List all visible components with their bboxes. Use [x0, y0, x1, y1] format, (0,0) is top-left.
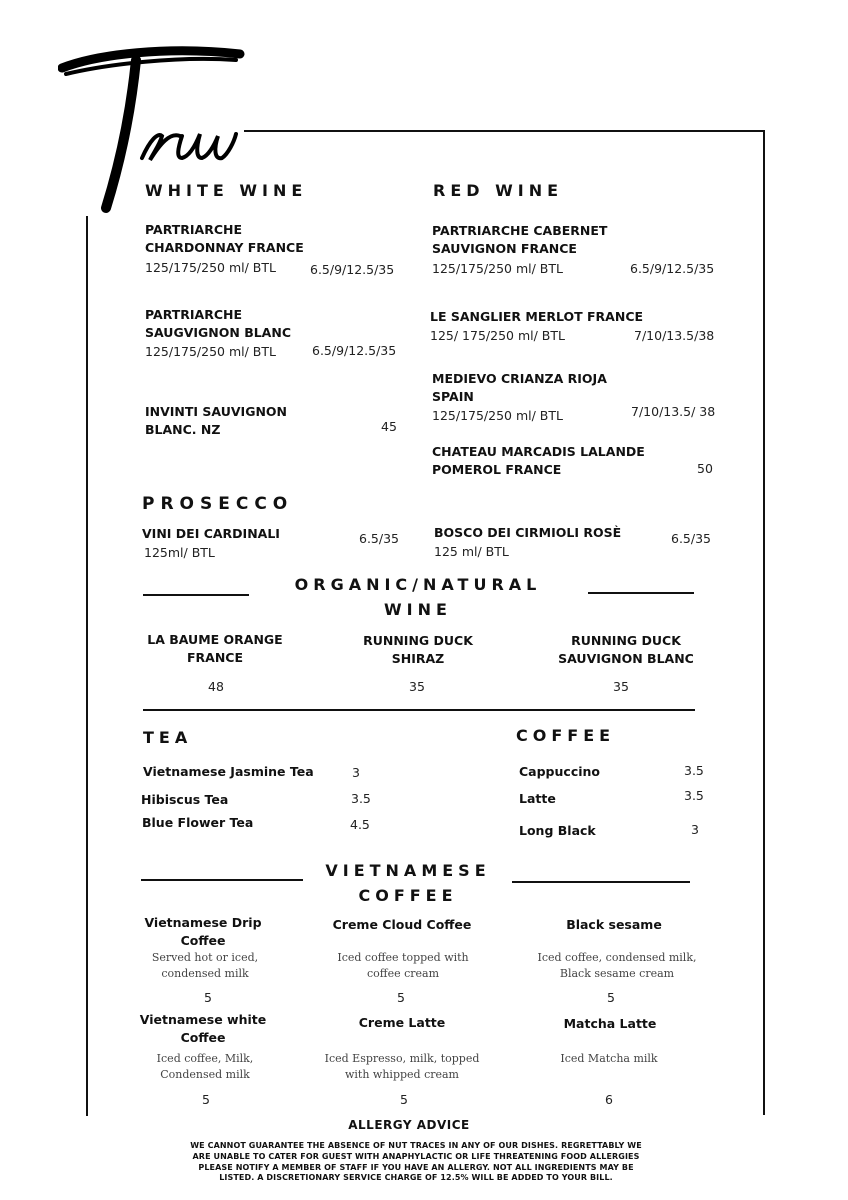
coffee-item-price: 3 [691, 822, 699, 837]
tea-item-name: Hibiscus Tea [141, 792, 229, 807]
red-wine-item-price: 6.5/9/12.5/35 [630, 261, 715, 276]
red-wine-item-size: 125/175/250 ml/ BTL [432, 408, 563, 423]
vn-coffee-item-name: Vietnamese white Coffee [139, 1012, 267, 1045]
organic-item-price: 48 [208, 679, 224, 694]
divider-line [512, 881, 690, 883]
vn-coffee-item-name: Creme Cloud Coffee [332, 917, 472, 932]
allergy-text: WE CANNOT GUARANTEE THE ABSENCE OF NUT TRACES IN ANY OF OUR DISHES. REGRETTABLY WE ARE UNABLE TO CATER FOR GUEST WITH ANAPHYLACTIC OR LIFE THREATENING FOOD ALLERGIES PLEASE NOTIFY A MEMBER OF STAFF IF YOU HAVE AN ALLERGY. NOT ALL INGREDIENTS MAY BE LISTED. A DISCRETIONARY SERVICE CHARGE OF 12.5% WILL BE ADDED TO YOUR BILL. [190, 1141, 642, 1183]
vn-coffee-item-name: Creme Latte [358, 1015, 446, 1030]
organic-heading: ORGANIC/NATURAL [294, 575, 542, 594]
white-wine-item-price: 6.5/9/12.5/35 [312, 343, 397, 358]
organic-item-name: RUNNING DUCK SAUVIGNON BLANC [558, 633, 694, 666]
vietnamese-coffee-heading: COFFEE [358, 886, 458, 905]
vn-coffee-item-price: 5 [400, 1092, 408, 1107]
organic-item-name: RUNNING DUCK SHIRAZ [363, 633, 473, 666]
vn-coffee-item-desc: Iced Espresso, milk, topped with whipped cream [324, 1052, 480, 1081]
red-wine-item-name: LE SANGLIER MERLOT FRANCE [430, 309, 644, 324]
prosecco-item-size: 125 ml/ BTL [434, 544, 509, 559]
vn-coffee-item-name: Black sesame [566, 917, 662, 932]
vn-coffee-item-name: Vietnamese Drip Coffee [144, 915, 262, 948]
red-wine-item-size: 125/175/250 ml/ BTL [432, 261, 563, 276]
red-wine-item-size: 125/ 175/250 ml/ BTL [430, 328, 565, 343]
prosecco-heading: PROSECCO [142, 494, 294, 514]
prosecco-item-price: 6.5/35 [671, 531, 711, 546]
prosecco-item-name: VINI DEI CARDINALI [142, 526, 280, 541]
white-wine-item-name: PARTRIARCHE SAUGVIGNON BLANC [145, 307, 291, 340]
vn-coffee-item-desc: Served hot or iced, condensed milk [151, 951, 259, 980]
tea-item-price: 4.5 [350, 817, 370, 832]
vn-coffee-item-price: 5 [202, 1092, 210, 1107]
coffee-item-name: Cappuccino [519, 764, 600, 779]
divider-line [588, 592, 694, 594]
white-wine-item-price: 45 [381, 419, 397, 434]
divider-line [141, 879, 303, 881]
coffee-item-name: Long Black [519, 823, 596, 838]
coffee-item-price: 3.5 [684, 763, 704, 778]
organic-heading: WINE [384, 600, 452, 619]
red-wine-heading: RED WINE [433, 181, 564, 200]
organic-item-price: 35 [613, 679, 629, 694]
tea-item-price: 3 [352, 765, 360, 780]
vietnamese-coffee-heading: VIETNAMESE [325, 861, 491, 880]
organic-item-name: LA BAUME ORANGE FRANCE [147, 632, 283, 665]
red-wine-item-name: MEDIEVO CRIANZA RIOJA SPAIN [432, 371, 607, 404]
vn-coffee-item-name: Matcha Latte [563, 1016, 657, 1031]
organic-item-price: 35 [409, 679, 425, 694]
frame-top-line [244, 130, 764, 132]
vn-coffee-item-price: 5 [204, 990, 212, 1005]
white-wine-heading: WHITE WINE [145, 181, 308, 200]
red-wine-item-price: 50 [697, 461, 713, 476]
vn-coffee-item-desc: Iced coffee, Milk, Condensed milk [156, 1052, 254, 1081]
vn-coffee-item-desc: Iced Matcha milk [560, 1052, 658, 1065]
red-wine-item-name: CHATEAU MARCADIS LALANDE POMEROL FRANCE [432, 444, 645, 477]
divider-line [143, 594, 249, 596]
vn-coffee-item-desc: Iced coffee, condensed milk, Black sesame cream [537, 951, 697, 980]
vn-coffee-item-price: 5 [397, 990, 405, 1005]
coffee-item-name: Latte [519, 791, 556, 806]
red-wine-item-price: 7/10/13.5/38 [634, 328, 715, 343]
coffee-heading: COFFEE [516, 726, 616, 745]
divider-line [143, 709, 695, 711]
tea-item-price: 3.5 [351, 791, 371, 806]
vn-coffee-item-desc: Iced coffee topped with coffee cream [337, 951, 469, 980]
vn-coffee-item-price: 6 [605, 1092, 613, 1107]
red-wine-item-name: PARTRIARCHE CABERNET SAUVIGNON FRANCE [432, 223, 608, 256]
coffee-item-price: 3.5 [684, 788, 704, 803]
tea-item-name: Vietnamese Jasmine Tea [143, 764, 314, 779]
prosecco-item-size: 125ml/ BTL [144, 545, 215, 560]
vn-coffee-item-price: 5 [607, 990, 615, 1005]
white-wine-item-name: PARTRIARCHE CHARDONNAY FRANCE [145, 222, 304, 255]
tea-heading: TEA [143, 728, 193, 747]
white-wine-item-size: 125/175/250 ml/ BTL [145, 260, 276, 275]
tea-item-name: Blue Flower Tea [142, 815, 254, 830]
white-wine-item-name: INVINTI SAUVIGNON BLANC. NZ [145, 404, 288, 437]
white-wine-item-price: 6.5/9/12.5/35 [310, 262, 395, 277]
white-wine-item-size: 125/175/250 ml/ BTL [145, 344, 276, 359]
prosecco-item-name: BOSCO DEI CIRMIOLI ROSÈ [434, 525, 622, 540]
prosecco-item-price: 6.5/35 [359, 531, 399, 546]
frame-right-line [763, 130, 765, 1115]
red-wine-item-price: 7/10/13.5/ 38 [631, 404, 716, 419]
frame-left-line [86, 216, 88, 1116]
allergy-title: ALLERGY ADVICE [348, 1118, 470, 1132]
